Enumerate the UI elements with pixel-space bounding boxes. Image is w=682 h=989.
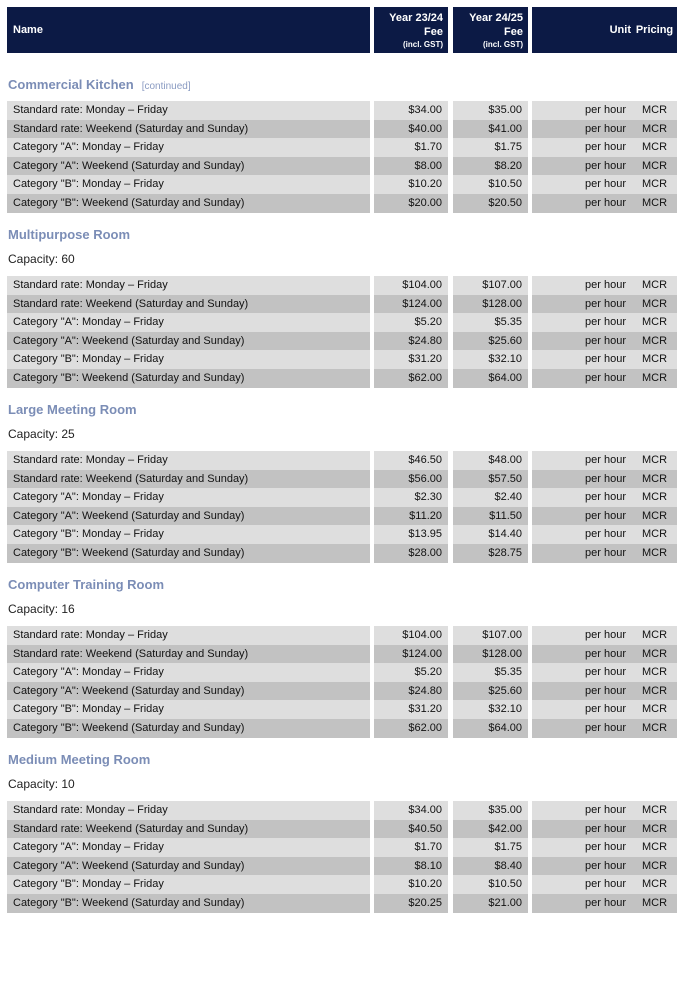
column-header-year-23-24-line3: (incl. GST) [403,40,443,49]
fee-year-24-25-cell: $107.00 [453,626,528,645]
table-row [7,332,677,351]
rate-name-cell: Standard rate: Weekend (Saturday and Sunday) [7,120,370,139]
fee-year-24-25-cell: $48.00 [453,451,528,470]
rate-name-cell: Category "B": Monday – Friday [7,700,370,719]
fee-year-24-25-cell: $32.10 [453,350,528,369]
fee-year-24-25-cell: $128.00 [453,295,528,314]
table-row [7,138,677,157]
fee-year-24-25-cell: $42.00 [453,820,528,839]
rate-name-cell: Standard rate: Weekend (Saturday and Sunday) [7,295,370,314]
section-title [8,76,191,94]
table-row [7,838,677,857]
table-row [7,645,677,664]
rate-name-cell: Category "A": Weekend (Saturday and Sunday) [7,682,370,701]
pricing-code-cell: MCR [632,332,677,351]
fee-year-23-24-cell: $5.20 [374,313,448,332]
table-row [7,801,677,820]
column-header-year-23-24-line2: Fee [424,26,443,38]
pricing-code-cell: MCR [632,488,677,507]
pricing-code-cell: MCR [632,350,677,369]
table-row [7,470,677,489]
rate-name-cell: Category "B": Weekend (Saturday and Sunday) [7,544,370,563]
unit-cell: per hour [532,157,632,176]
pricing-code-cell: MCR [632,295,677,314]
rate-name-cell: Category "B": Monday – Friday [7,350,370,369]
column-header-year-23-24-line1: Year 23/24 [389,12,443,24]
column-header-pricing: Pricing [632,7,677,53]
rate-name-cell: Standard rate: Weekend (Saturday and Sunday) [7,820,370,839]
fee-year-23-24-cell: $13.95 [374,525,448,544]
pricing-code-cell: MCR [632,682,677,701]
column-header-year-24-25-line1: Year 24/25 [469,12,523,24]
pricing-code-cell: MCR [632,194,677,213]
table-row [7,875,677,894]
fee-year-23-24-cell: $1.70 [374,138,448,157]
rate-name-cell: Standard rate: Monday – Friday [7,801,370,820]
fee-year-24-25-cell: $20.50 [453,194,528,213]
pricing-code-cell: MCR [632,525,677,544]
unit-cell: per hour [532,875,632,894]
pricing-code-cell: MCR [632,175,677,194]
section-continued-note: [continued] [141,81,191,92]
unit-cell: per hour [532,194,632,213]
fee-table [7,451,677,563]
fee-year-24-25-cell: $35.00 [453,801,528,820]
rate-name-cell: Category "B": Monday – Friday [7,525,370,544]
fee-table [7,276,677,388]
pricing-code-cell: MCR [632,894,677,913]
fee-year-23-24-cell: $20.00 [374,194,448,213]
section-capacity: Capacity: 16 [8,602,75,616]
fee-year-23-24-cell: $56.00 [374,470,448,489]
rate-name-cell: Standard rate: Monday – Friday [7,451,370,470]
unit-cell: per hour [532,682,632,701]
rate-name-cell: Category "B": Weekend (Saturday and Sunday) [7,369,370,388]
fee-year-23-24-cell: $31.20 [374,350,448,369]
table-row [7,857,677,876]
pricing-code-cell: MCR [632,626,677,645]
unit-cell: per hour [532,857,632,876]
column-header-unit: Unit [532,7,632,53]
fee-year-23-24-cell: $24.80 [374,682,448,701]
fee-year-24-25-cell: $1.75 [453,138,528,157]
unit-cell: per hour [532,544,632,563]
unit-cell: per hour [532,719,632,738]
fee-year-23-24-cell: $20.25 [374,894,448,913]
section-title [8,226,130,244]
table-row [7,626,677,645]
section-title-text: Computer Training Room [8,577,164,592]
table-row [7,175,677,194]
section-capacity: Capacity: 25 [8,427,75,441]
table-row [7,120,677,139]
rate-name-cell: Category "A": Weekend (Saturday and Sunday) [7,507,370,526]
section-title-text: Multipurpose Room [8,227,131,242]
fee-year-23-24-cell: $31.20 [374,700,448,719]
fee-year-24-25-cell: $25.60 [453,682,528,701]
unit-cell: per hour [532,507,632,526]
pricing-code-cell: MCR [632,875,677,894]
table-row [7,194,677,213]
fee-year-24-25-cell: $11.50 [453,507,528,526]
unit-cell: per hour [532,488,632,507]
pricing-code-cell: MCR [632,700,677,719]
pricing-code-cell: MCR [632,313,677,332]
fee-year-24-25-cell: $14.40 [453,525,528,544]
table-row [7,101,677,120]
fee-year-23-24-cell: $124.00 [374,295,448,314]
pricing-code-cell: MCR [632,157,677,176]
section-capacity: Capacity: 10 [8,777,75,791]
rate-name-cell: Category "A": Weekend (Saturday and Sunday) [7,157,370,176]
rate-name-cell: Category "B": Weekend (Saturday and Sunday) [7,894,370,913]
table-row [7,350,677,369]
unit-cell: per hour [532,451,632,470]
unit-cell: per hour [532,626,632,645]
pricing-code-cell: MCR [632,719,677,738]
fee-year-23-24-cell: $40.00 [374,120,448,139]
unit-cell: per hour [532,138,632,157]
rate-name-cell: Category "B": Weekend (Saturday and Sunday) [7,194,370,213]
rate-name-cell: Category "B": Monday – Friday [7,875,370,894]
unit-cell: per hour [532,645,632,664]
unit-cell: per hour [532,894,632,913]
column-header-year-24-25-line2: Fee [504,26,523,38]
rate-name-cell: Standard rate: Monday – Friday [7,101,370,120]
table-row [7,369,677,388]
table-row [7,525,677,544]
table-row [7,544,677,563]
fee-year-24-25-cell: $8.40 [453,857,528,876]
pricing-code-cell: MCR [632,801,677,820]
pricing-code-cell: MCR [632,276,677,295]
table-row [7,663,677,682]
fee-year-23-24-cell: $11.20 [374,507,448,526]
table-row [7,820,677,839]
unit-cell: per hour [532,175,632,194]
pricing-code-cell: MCR [632,369,677,388]
unit-cell: per hour [532,801,632,820]
section-title-text: Medium Meeting Room [8,752,151,767]
rate-name-cell: Category "B": Monday – Friday [7,175,370,194]
column-header-year-24-25-line3: (incl. GST) [483,40,523,49]
fee-table [7,801,677,913]
fee-year-23-24-cell: $104.00 [374,626,448,645]
unit-cell: per hour [532,101,632,120]
table-row [7,488,677,507]
fee-year-23-24-cell: $10.20 [374,175,448,194]
fee-table [7,101,677,213]
table-row [7,276,677,295]
pricing-code-cell: MCR [632,838,677,857]
fee-year-24-25-cell: $64.00 [453,719,528,738]
fee-year-24-25-cell: $5.35 [453,313,528,332]
rate-name-cell: Category "A": Weekend (Saturday and Sunday) [7,857,370,876]
unit-cell: per hour [532,820,632,839]
rate-name-cell: Category "B": Weekend (Saturday and Sunday) [7,719,370,738]
rate-name-cell: Category "A": Monday – Friday [7,138,370,157]
column-header-year-23-24 [374,7,448,53]
pricing-code-cell: MCR [632,470,677,489]
section-title-text: Large Meeting Room [8,402,137,417]
section-capacity: Capacity: 60 [8,252,75,266]
fee-year-23-24-cell: $62.00 [374,719,448,738]
fee-year-24-25-cell: $28.75 [453,544,528,563]
pricing-code-cell: MCR [632,645,677,664]
rate-name-cell: Category "A": Monday – Friday [7,838,370,857]
pricing-code-cell: MCR [632,101,677,120]
pricing-code-cell: MCR [632,120,677,139]
unit-cell: per hour [532,120,632,139]
fee-year-23-24-cell: $5.20 [374,663,448,682]
fee-year-23-24-cell: $46.50 [374,451,448,470]
table-row [7,700,677,719]
column-header-name: Name [7,7,370,53]
fee-year-23-24-cell: $124.00 [374,645,448,664]
table-row [7,507,677,526]
fee-year-23-24-cell: $24.80 [374,332,448,351]
fee-year-24-25-cell: $8.20 [453,157,528,176]
fee-year-23-24-cell: $40.50 [374,820,448,839]
fee-year-23-24-cell: $8.00 [374,157,448,176]
rate-name-cell: Category "A": Monday – Friday [7,663,370,682]
table-row [7,451,677,470]
pricing-code-cell: MCR [632,451,677,470]
section-title [8,751,150,769]
pricing-code-cell: MCR [632,663,677,682]
table-row [7,313,677,332]
fee-year-23-24-cell: $2.30 [374,488,448,507]
pricing-code-cell: MCR [632,820,677,839]
fee-year-24-25-cell: $57.50 [453,470,528,489]
fee-year-24-25-cell: $21.00 [453,894,528,913]
unit-cell: per hour [532,470,632,489]
fee-year-23-24-cell: $34.00 [374,801,448,820]
fee-year-23-24-cell: $10.20 [374,875,448,894]
rate-name-cell: Category "A": Monday – Friday [7,488,370,507]
fee-year-24-25-cell: $64.00 [453,369,528,388]
section-title [8,576,164,594]
table-row [7,682,677,701]
unit-cell: per hour [532,332,632,351]
fee-table [7,626,677,738]
section-title [8,401,137,419]
pricing-code-cell: MCR [632,507,677,526]
table-row [7,157,677,176]
fee-year-23-24-cell: $104.00 [374,276,448,295]
fee-year-24-25-cell: $128.00 [453,645,528,664]
rate-name-cell: Standard rate: Weekend (Saturday and Sunday) [7,645,370,664]
section-title-text: Commercial Kitchen [8,77,134,92]
unit-cell: per hour [532,313,632,332]
pricing-code-cell: MCR [632,544,677,563]
fee-year-24-25-cell: $5.35 [453,663,528,682]
fee-year-23-24-cell: $1.70 [374,838,448,857]
fee-year-24-25-cell: $41.00 [453,120,528,139]
fee-year-24-25-cell: $25.60 [453,332,528,351]
rate-name-cell: Standard rate: Monday – Friday [7,626,370,645]
unit-cell: per hour [532,276,632,295]
unit-cell: per hour [532,700,632,719]
fee-year-24-25-cell: $10.50 [453,175,528,194]
fee-year-24-25-cell: $2.40 [453,488,528,507]
pricing-code-cell: MCR [632,857,677,876]
rate-name-cell: Standard rate: Weekend (Saturday and Sunday) [7,470,370,489]
fee-year-24-25-cell: $1.75 [453,838,528,857]
column-header-year-24-25 [453,7,528,53]
table-header [7,7,677,53]
fee-year-24-25-cell: $10.50 [453,875,528,894]
fee-year-24-25-cell: $35.00 [453,101,528,120]
rate-name-cell: Standard rate: Monday – Friday [7,276,370,295]
unit-cell: per hour [532,838,632,857]
fee-year-23-24-cell: $34.00 [374,101,448,120]
rate-name-cell: Category "A": Weekend (Saturday and Sunday) [7,332,370,351]
fee-year-24-25-cell: $32.10 [453,700,528,719]
fee-year-23-24-cell: $8.10 [374,857,448,876]
table-row [7,894,677,913]
table-row [7,295,677,314]
unit-cell: per hour [532,369,632,388]
unit-cell: per hour [532,350,632,369]
fee-year-23-24-cell: $62.00 [374,369,448,388]
fee-year-23-24-cell: $28.00 [374,544,448,563]
pricing-code-cell: MCR [632,138,677,157]
rate-name-cell: Category "A": Monday – Friday [7,313,370,332]
unit-cell: per hour [532,525,632,544]
table-row [7,719,677,738]
fee-year-24-25-cell: $107.00 [453,276,528,295]
unit-cell: per hour [532,663,632,682]
unit-cell: per hour [532,295,632,314]
